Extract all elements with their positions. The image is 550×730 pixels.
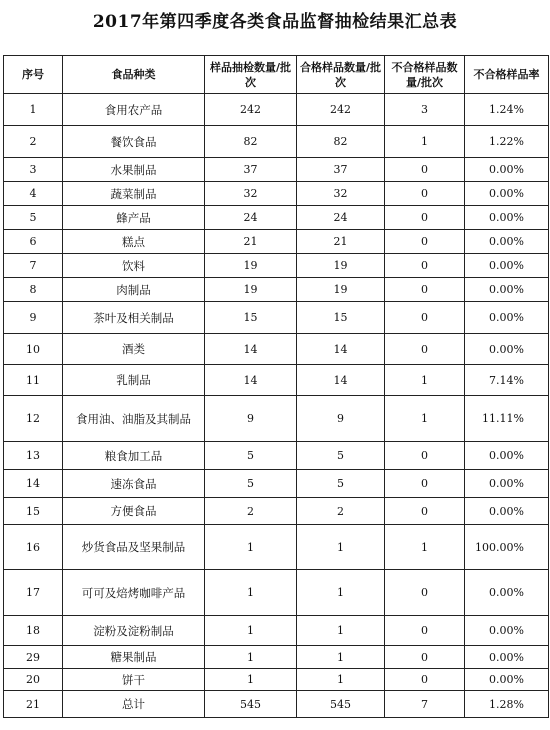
cell-sampled: 1 [205, 616, 297, 646]
table-body [4, 94, 549, 718]
table-row [4, 126, 549, 158]
cell-category: 饮料 [63, 254, 205, 278]
cell-category: 水果制品 [63, 158, 205, 182]
cell-index: 29 [4, 646, 63, 669]
cell-unqualified: 0 [385, 206, 465, 230]
cell-rate: 7.14% [465, 365, 549, 396]
cell-sampled: 14 [205, 365, 297, 396]
cell-rate: 0.00% [465, 646, 549, 669]
cell-sampled: 242 [205, 94, 297, 126]
cell-index: 20 [4, 669, 63, 691]
page-title: 2017年第四季度各类食品监督抽检结果汇总表 [92, 12, 458, 32]
cell-rate: 1.22% [465, 126, 549, 158]
cell-unqualified: 0 [385, 498, 465, 525]
header-category: 食品种类 [63, 56, 205, 94]
cell-sampled: 5 [205, 442, 297, 470]
cell-category: 方便食品 [63, 498, 205, 525]
cell-index: 17 [4, 570, 63, 616]
cell-rate: 0.00% [465, 616, 549, 646]
header-sampled: 样品抽检数量/批次 [205, 56, 297, 94]
cell-rate: 1.24% [465, 94, 549, 126]
cell-index: 2 [4, 126, 63, 158]
cell-index: 1 [4, 94, 63, 126]
cell-qualified: 1 [297, 646, 385, 669]
cell-sampled: 21 [205, 230, 297, 254]
cell-qualified: 1 [297, 525, 385, 570]
cell-sampled: 24 [205, 206, 297, 230]
cell-sampled: 37 [205, 158, 297, 182]
cell-rate: 0.00% [465, 206, 549, 230]
cell-index: 11 [4, 365, 63, 396]
table-row [4, 570, 549, 616]
cell-category: 粮食加工品 [63, 442, 205, 470]
cell-category: 蔬菜制品 [63, 182, 205, 206]
cell-rate: 100.00% [465, 525, 549, 570]
cell-index: 12 [4, 396, 63, 442]
table-row [4, 278, 549, 302]
table-row [4, 442, 549, 470]
cell-category: 食用油、油脂及其制品 [63, 396, 205, 442]
cell-category: 餐饮食品 [63, 126, 205, 158]
cell-index: 21 [4, 691, 63, 718]
cell-unqualified: 0 [385, 254, 465, 278]
cell-category: 糖果制品 [63, 646, 205, 669]
cell-rate: 0.00% [465, 302, 549, 334]
header-row [4, 56, 549, 94]
cell-index: 16 [4, 525, 63, 570]
header-index: 序号 [4, 56, 63, 94]
cell-qualified: 242 [297, 94, 385, 126]
cell-index: 10 [4, 334, 63, 365]
cell-unqualified: 1 [385, 126, 465, 158]
cell-qualified: 14 [297, 334, 385, 365]
cell-sampled: 2 [205, 498, 297, 525]
cell-rate: 0.00% [465, 158, 549, 182]
cell-qualified: 19 [297, 254, 385, 278]
cell-rate: 0.00% [465, 470, 549, 498]
header-unqualified: 不合格样品数量/批次 [385, 56, 465, 94]
cell-sampled: 1 [205, 646, 297, 669]
cell-unqualified: 1 [385, 396, 465, 442]
table-row [4, 470, 549, 498]
cell-unqualified: 0 [385, 442, 465, 470]
cell-category: 茶叶及相关制品 [63, 302, 205, 334]
cell-rate: 0.00% [465, 254, 549, 278]
cell-rate: 0.00% [465, 498, 549, 525]
cell-qualified: 1 [297, 570, 385, 616]
cell-sampled: 15 [205, 302, 297, 334]
cell-sampled: 1 [205, 525, 297, 570]
cell-qualified: 21 [297, 230, 385, 254]
cell-qualified: 5 [297, 470, 385, 498]
cell-rate: 0.00% [465, 182, 549, 206]
cell-qualified: 15 [297, 302, 385, 334]
cell-qualified: 37 [297, 158, 385, 182]
cell-qualified: 5 [297, 442, 385, 470]
cell-category: 酒类 [63, 334, 205, 365]
cell-index: 8 [4, 278, 63, 302]
table-row [4, 396, 549, 442]
table-row [4, 669, 549, 691]
cell-qualified: 82 [297, 126, 385, 158]
table-row [4, 230, 549, 254]
table-row [4, 646, 549, 669]
cell-unqualified: 0 [385, 646, 465, 669]
table-row [4, 334, 549, 365]
cell-unqualified: 0 [385, 616, 465, 646]
cell-unqualified: 0 [385, 570, 465, 616]
table-row [4, 158, 549, 182]
cell-sampled: 1 [205, 570, 297, 616]
cell-unqualified: 0 [385, 182, 465, 206]
cell-index: 3 [4, 158, 63, 182]
header-qualified: 合格样品数量/批次 [297, 56, 385, 94]
cell-index: 13 [4, 442, 63, 470]
cell-unqualified: 0 [385, 302, 465, 334]
cell-sampled: 1 [205, 669, 297, 691]
cell-sampled: 9 [205, 396, 297, 442]
cell-unqualified: 0 [385, 230, 465, 254]
cell-index: 7 [4, 254, 63, 278]
cell-index: 18 [4, 616, 63, 646]
header-rate: 不合格样品率 [465, 56, 549, 94]
cell-category: 总计 [63, 691, 205, 718]
cell-qualified: 1 [297, 669, 385, 691]
cell-rate: 11.11% [465, 396, 549, 442]
cell-unqualified: 0 [385, 278, 465, 302]
table-row [4, 525, 549, 570]
table-row [4, 691, 549, 718]
cell-index: 6 [4, 230, 63, 254]
cell-qualified: 545 [297, 691, 385, 718]
cell-rate: 1.28% [465, 691, 549, 718]
cell-rate: 0.00% [465, 570, 549, 616]
cell-category: 饼干 [63, 669, 205, 691]
cell-index: 5 [4, 206, 63, 230]
cell-sampled: 32 [205, 182, 297, 206]
results-table [3, 55, 549, 718]
table-row [4, 254, 549, 278]
cell-category: 淀粉及淀粉制品 [63, 616, 205, 646]
cell-qualified: 2 [297, 498, 385, 525]
cell-qualified: 32 [297, 182, 385, 206]
cell-qualified: 14 [297, 365, 385, 396]
cell-sampled: 545 [205, 691, 297, 718]
cell-unqualified: 0 [385, 669, 465, 691]
cell-category: 糕点 [63, 230, 205, 254]
cell-unqualified: 3 [385, 94, 465, 126]
table-row [4, 616, 549, 646]
cell-sampled: 19 [205, 278, 297, 302]
cell-unqualified: 1 [385, 525, 465, 570]
cell-rate: 0.00% [465, 278, 549, 302]
cell-index: 4 [4, 182, 63, 206]
cell-rate: 0.00% [465, 669, 549, 691]
cell-category: 可可及焙烤咖啡产品 [63, 570, 205, 616]
cell-rate: 0.00% [465, 442, 549, 470]
cell-qualified: 1 [297, 616, 385, 646]
cell-rate: 0.00% [465, 334, 549, 365]
cell-category: 乳制品 [63, 365, 205, 396]
cell-qualified: 9 [297, 396, 385, 442]
cell-rate: 0.00% [465, 230, 549, 254]
cell-unqualified: 0 [385, 470, 465, 498]
cell-category: 炒货食品及坚果制品 [63, 525, 205, 570]
table-row [4, 498, 549, 525]
table-row [4, 365, 549, 396]
table-row [4, 302, 549, 334]
cell-unqualified: 7 [385, 691, 465, 718]
cell-index: 14 [4, 470, 63, 498]
cell-index: 9 [4, 302, 63, 334]
cell-qualified: 19 [297, 278, 385, 302]
cell-category: 蜂产品 [63, 206, 205, 230]
table-row [4, 94, 549, 126]
table-row [4, 182, 549, 206]
cell-sampled: 5 [205, 470, 297, 498]
cell-category: 肉制品 [63, 278, 205, 302]
table-row [4, 206, 549, 230]
cell-unqualified: 0 [385, 158, 465, 182]
cell-sampled: 19 [205, 254, 297, 278]
cell-category: 速冻食品 [63, 470, 205, 498]
cell-index: 15 [4, 498, 63, 525]
cell-category: 食用农产品 [63, 94, 205, 126]
cell-sampled: 14 [205, 334, 297, 365]
cell-unqualified: 0 [385, 334, 465, 365]
cell-unqualified: 1 [385, 365, 465, 396]
cell-sampled: 82 [205, 126, 297, 158]
cell-qualified: 24 [297, 206, 385, 230]
